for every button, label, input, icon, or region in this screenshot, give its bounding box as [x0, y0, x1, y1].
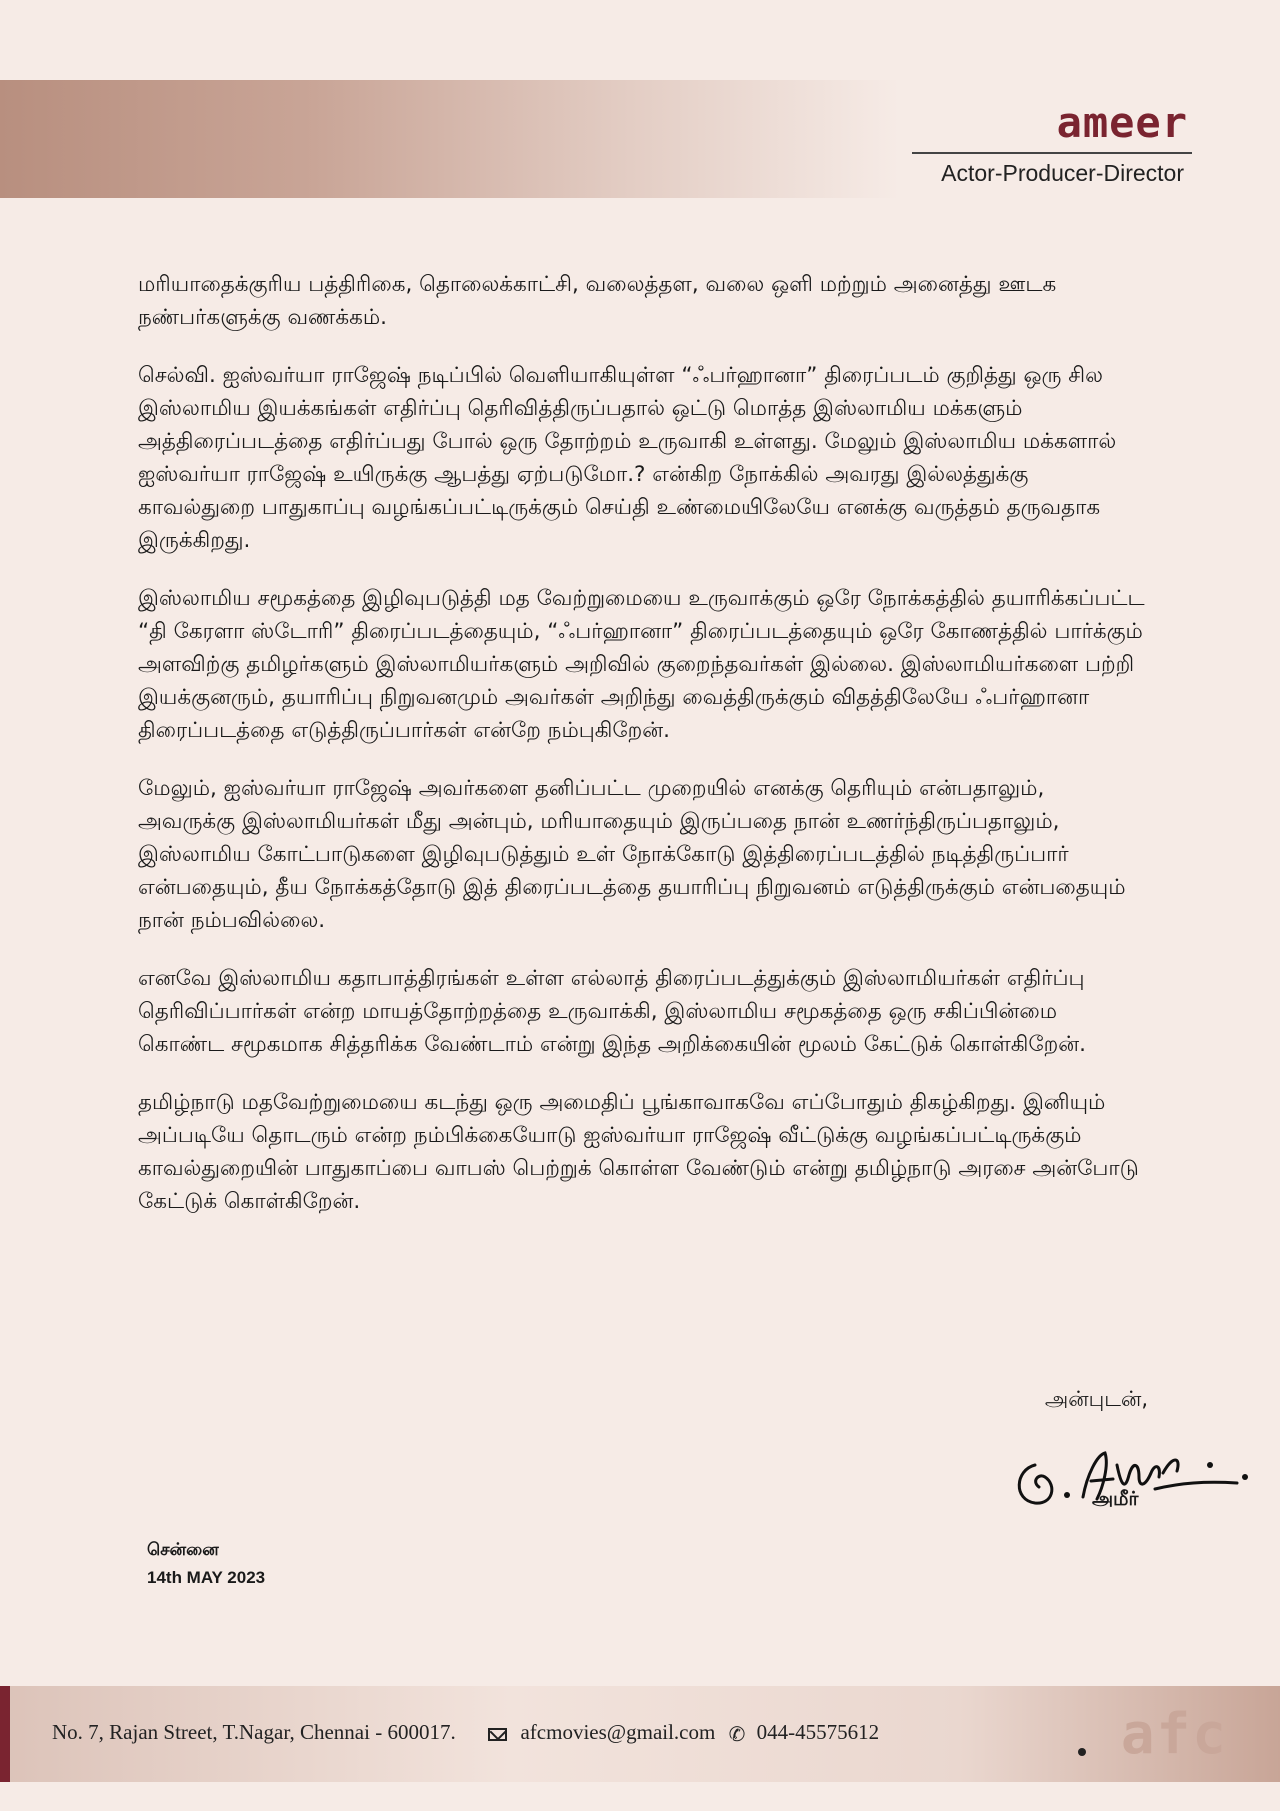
- letter-place: சென்னை: [147, 1540, 219, 1560]
- letter-closing: அன்புடன்,: [1044, 1387, 1148, 1411]
- footer-accent: [0, 1686, 10, 1782]
- letterhead: [0, 0, 1280, 200]
- brand-divider: [912, 152, 1192, 154]
- brand-name: ameer: [1056, 98, 1188, 147]
- footer-logo: afc: [1120, 1702, 1228, 1767]
- brand-tagline: Actor-Producer-Director: [941, 160, 1184, 186]
- signature-caption: அமீர்: [1092, 1488, 1139, 1510]
- footer-dot: [1078, 1748, 1086, 1756]
- letter-paragraph-greeting: மரியாதைக்குரிய பத்திரிகை, தொலைக்காட்சி, வலைத்தள, வலை ஒளி மற்றும் அனைத்து ஊடக நண்பர்களுக்கு வணக்கம்.: [138, 272, 1057, 330]
- phone-icon: ✆: [728, 1723, 746, 1746]
- letter-paragraph: செல்வி. ஐஸ்வர்யா ராஜேஷ் நடிப்பில் வெளியாகியுள்ள “ஃபர்ஹானா” திரைப்படம் குறித்து ஒரு சில இஸ்லாமிய இயக்கங்கள் எதிர்ப்பு தெரிவித்திருப்பதால் ஒட்டு மொத்த இஸ்லாமிய மக்களும் அத்திரைப்படத்தை எதிர்ப்பது போல் ஒரு தோற்றம் உருவாகி உள்ளது. மேலும் இஸ்லாமிய மக்களால் ஐஸ்வர்யா ராஜேஷ் உயிருக்கு ஆபத்து ஏற்படுமோ.? என்கிற நோக்கில் அவரது இல்லத்துக்கு காவல்துறை பாதுகாப்பு வழங்கப்பட்டிருக்கும் செய்தி உண்மையிலேயே எனக்கு வருத்தம் தருவதாக இருக்கிறது.: [138, 363, 1117, 553]
- header-band: [0, 80, 900, 198]
- letter-body: [138, 268, 1148, 1243]
- letter-date: 14th MAY 2023: [147, 1568, 266, 1587]
- letter-paragraph: எனவே இஸ்லாமிய கதாபாத்திரங்கள் உள்ள எல்லாத் திரைப்படத்துக்கும் இஸ்லாமியர்கள் எதிர்ப்பு தெரிவிப்பார்கள் என்ற மாயத்தோற்றத்தை உருவாக்கி, இஸ்லாமிய சமூகத்தை ஒரு சகிப்பின்மை கொண்ட சமூகமாக சித்தரிக்க வேண்டாம் என்று இந்த அறிக்கையின் மூலம் கேட்டுக் கொள்கிறேன்.: [138, 966, 1086, 1057]
- footer-contact: [52, 1720, 879, 1747]
- letter-paragraph: மேலும், ஐஸ்வர்யா ராஜேஷ் அவர்களை தனிப்பட்ட முறையில் எனக்கு தெரியும் என்பதாலும், அவருக்கு இஸ்லாமியர்கள் மீது அன்பும், மரியாதையும் இருப்பதை நான் உணர்ந்திருப்பதாலும், இஸ்லாமிய கோட்பாடுகளை இழிவுபடுத்தும் உள் நோக்கோடு இத்திரைப்படத்தில் நடித்திருப்பார் என்பதையும், தீய நோக்கத்தோடு இத் திரைப்படத்தை தயாரிப்பு நிறுவனம் எடுத்திருக்கும் என்பதையும் நான் நம்பவில்லை.: [138, 776, 1126, 933]
- letter-paragraph: தமிழ்நாடு மதவேற்றுமையை கடந்து ஒரு அமைதிப் பூங்காவாகவே எப்போதும் திகழ்கிறது. இனியும் அப்படியே தொடரும் என்ற நம்பிக்கையோடு ஐஸ்வர்யா ராஜேஷ் வீட்டுக்கு வழங்கப்பட்டிருக்கும் காவல்துறையின் பாதுகாப்பை வாபஸ் பெற்றுக் கொள்ள வேண்டும் என்று தமிழ்நாடு அரசை அன்போடு கேட்டுக் கொள்கிறேன்.: [138, 1090, 1139, 1214]
- footer-email: afcmovies@gmail.com: [520, 1720, 716, 1744]
- footer-address: No. 7, Rajan Street, T.Nagar, Chennai - 600017.: [52, 1720, 456, 1744]
- letter-paragraph: இஸ்லாமிய சமூகத்தை இழிவுபடுத்தி மத வேற்றுமையை உருவாக்கும் ஒரே நோக்கத்தில் தயாரிக்கப்பட்ட “தி கேரளா ஸ்டோரி” திரைப்படத்தையும், “ஃபர்ஹானா” திரைப்படத்தையும் ஒரே கோணத்தில் பார்க்கும் அளவிற்கு தமிழர்களும் இஸ்லாமியர்களும் அறிவில் குறைந்தவர்கள் இல்லை. இஸ்லாமியர்களை பற்றி இயக்குனரும், தயாரிப்பு நிறுவனமும் அவர்கள் அறிந்து வைத்திருக்கும் விதத்திலேயே ஃபர்ஹானா திரைப்படத்தை எடுத்திருப்பார்கள் என்றே நம்புகிறேன்.: [138, 586, 1145, 743]
- envelope-icon: [488, 1728, 507, 1741]
- footer-phone: 044-45575612: [756, 1720, 880, 1744]
